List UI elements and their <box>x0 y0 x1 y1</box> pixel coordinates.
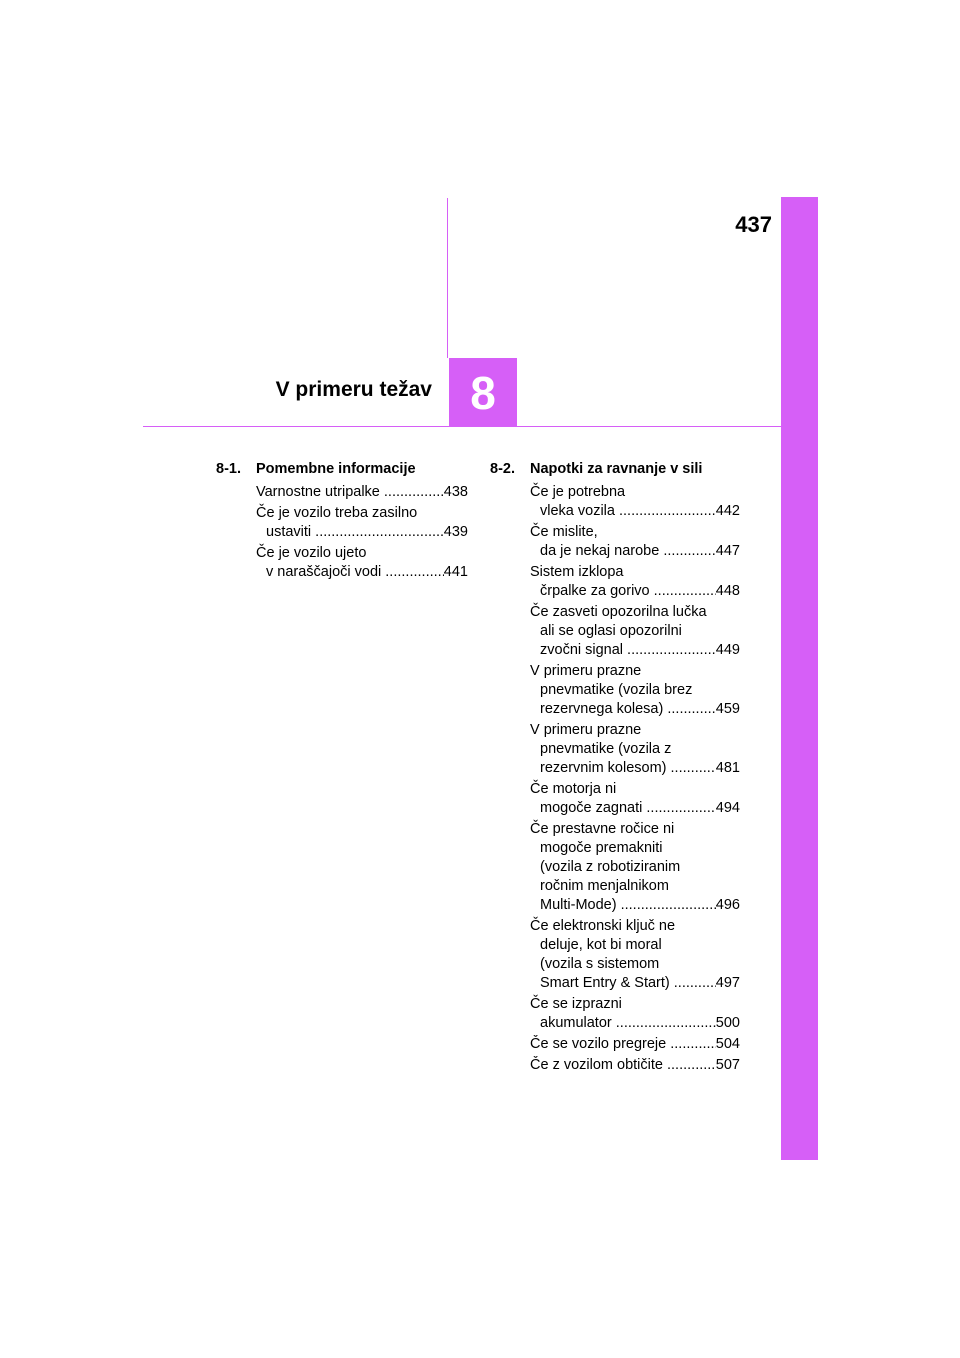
toc-entry-last-line <box>530 896 740 915</box>
section-heading <box>490 460 740 479</box>
toc-entry-last-line <box>530 974 740 993</box>
toc-page-number: 500 <box>715 1015 740 1031</box>
toc-entry-text: Če je vozilo treba zasilno <box>256 505 418 521</box>
toc-entry[interactable] <box>530 483 740 521</box>
toc-entry-text: rezervnim kolesom) ..... <box>530 759 716 778</box>
toc-entry[interactable] <box>256 504 468 542</box>
toc-entry[interactable] <box>530 523 740 561</box>
section-title: Pomembne informacije <box>256 461 416 477</box>
toc-entry-text: deluje, kot bi moral <box>540 937 662 953</box>
toc-entry[interactable] <box>530 995 740 1033</box>
toc-entry-last-line <box>530 799 740 818</box>
toc-entry-text: Če elektronski ključ ne <box>530 918 676 934</box>
toc-entry-text: (vozila s sistemom <box>540 956 660 972</box>
toc-page-number: 504 <box>715 1036 740 1052</box>
chapter-side-tab <box>781 197 818 1160</box>
toc-entry-text: Sistem izklopa <box>530 564 624 580</box>
toc-entry-text: Če je potrebna <box>530 484 626 500</box>
toc-entry-text: pnevmatike (vozila z <box>540 741 672 757</box>
toc-page-number: 447 <box>715 543 740 559</box>
toc-page-number: 449 <box>715 642 740 658</box>
toc-entry-text: V primeru prazne <box>530 663 642 679</box>
toc-page-number: 448 <box>715 583 740 599</box>
toc-entry-last-line <box>256 563 468 582</box>
toc-section-8-1 <box>216 460 468 584</box>
toc-page-number: 497 <box>715 975 740 991</box>
toc-entry-last-line <box>256 523 468 542</box>
toc-page-number: 494 <box>715 800 740 816</box>
toc-entry-text: ustaviti ..... <box>256 523 444 542</box>
toc-entry-text: Če se vozilo pregreje ..... <box>530 1035 716 1054</box>
toc-entry-text: Če motorja ni <box>530 781 617 797</box>
toc-entry-text: V primeru prazne <box>530 722 642 738</box>
toc-page-number: 438 <box>443 484 468 500</box>
toc-entry[interactable] <box>530 1035 740 1054</box>
toc-entry-last-line <box>256 483 468 502</box>
toc-entry-text: ročnim menjalnikom <box>540 878 669 894</box>
toc-entry-last-line <box>530 1056 740 1075</box>
toc-entry-text: mogoče zagnati ..... <box>530 799 716 818</box>
toc-entry[interactable] <box>530 662 740 719</box>
toc-entry-text: Varnostne utripalke ..... <box>256 483 444 502</box>
toc-entry-last-line <box>530 1014 740 1033</box>
toc-entry-text: Če z vozilom obtičite ..... <box>530 1056 716 1075</box>
toc-entry-last-line <box>530 542 740 561</box>
toc-entry-last-line <box>530 700 740 719</box>
toc-entry[interactable] <box>530 563 740 601</box>
toc-entry[interactable] <box>530 721 740 778</box>
toc-entry[interactable] <box>256 483 468 502</box>
toc-page-number: 442 <box>715 503 740 519</box>
toc-entry-text: črpalke za gorivo ..... <box>530 582 716 601</box>
toc-page-number: 441 <box>443 564 468 580</box>
toc-entry[interactable] <box>530 603 740 660</box>
toc-entry-text: zvočni signal ..... <box>530 641 716 660</box>
toc-entries <box>490 483 740 1075</box>
toc-entry-text: vleka vozila ..... <box>530 502 716 521</box>
toc-entry-text: Če prestavne ročice ni <box>530 821 675 837</box>
toc-entry-text: Če mislite, <box>530 524 598 540</box>
toc-page-number: 481 <box>715 760 740 776</box>
chapter-title: V primeru težav <box>275 378 432 401</box>
toc-page-number: 459 <box>715 701 740 717</box>
toc-entry[interactable] <box>530 917 740 993</box>
page-number: 437 <box>735 212 772 237</box>
toc-entry-text: Smart Entry & Start) ..... <box>530 974 716 993</box>
section-number: 8-1. <box>216 461 241 477</box>
toc-entry-text: ali se oglasi opozorilni <box>540 623 682 639</box>
toc-entry[interactable] <box>530 1056 740 1075</box>
toc-entry-last-line <box>530 502 740 521</box>
toc-entry-last-line <box>530 582 740 601</box>
toc-entries <box>216 483 468 582</box>
toc-entry-text: Multi-Mode) ..... <box>530 896 716 915</box>
toc-entry-text: akumulator ..... <box>530 1014 716 1033</box>
toc-entry-text: Če zasveti opozorilna lučka <box>530 604 707 620</box>
toc-entry[interactable] <box>530 820 740 915</box>
toc-entry-last-line <box>530 759 740 778</box>
toc-entry-text: mogoče premakniti <box>540 840 663 856</box>
vertical-divider <box>447 198 448 358</box>
toc-entry-text: v naraščajoči vodi ..... <box>256 563 444 582</box>
toc-entry-text: (vozila z robotiziranim <box>540 859 681 875</box>
toc-page-number: 507 <box>715 1057 740 1073</box>
section-title: Napotki za ravnanje v sili <box>530 461 703 477</box>
toc-entry-text: rezervnega kolesa) ..... <box>530 700 716 719</box>
toc-entry-text: da je nekaj narobe ..... <box>530 542 716 561</box>
toc-page-number: 496 <box>715 897 740 913</box>
section-heading <box>216 460 468 479</box>
toc-section-8-2 <box>490 460 740 1077</box>
toc-entry-last-line <box>530 1035 740 1054</box>
toc-entry-last-line <box>530 641 740 660</box>
section-number: 8-2. <box>490 461 515 477</box>
toc-page-number: 439 <box>443 524 468 540</box>
toc-entry-text: pnevmatike (vozila brez <box>540 682 693 698</box>
toc-entry[interactable] <box>530 780 740 818</box>
toc-entry-text: Če se izprazni <box>530 996 622 1012</box>
toc-entry-text: Če je vozilo ujeto <box>256 545 367 561</box>
toc-entry[interactable] <box>256 544 468 582</box>
chapter-number-box: 8 <box>449 358 517 427</box>
